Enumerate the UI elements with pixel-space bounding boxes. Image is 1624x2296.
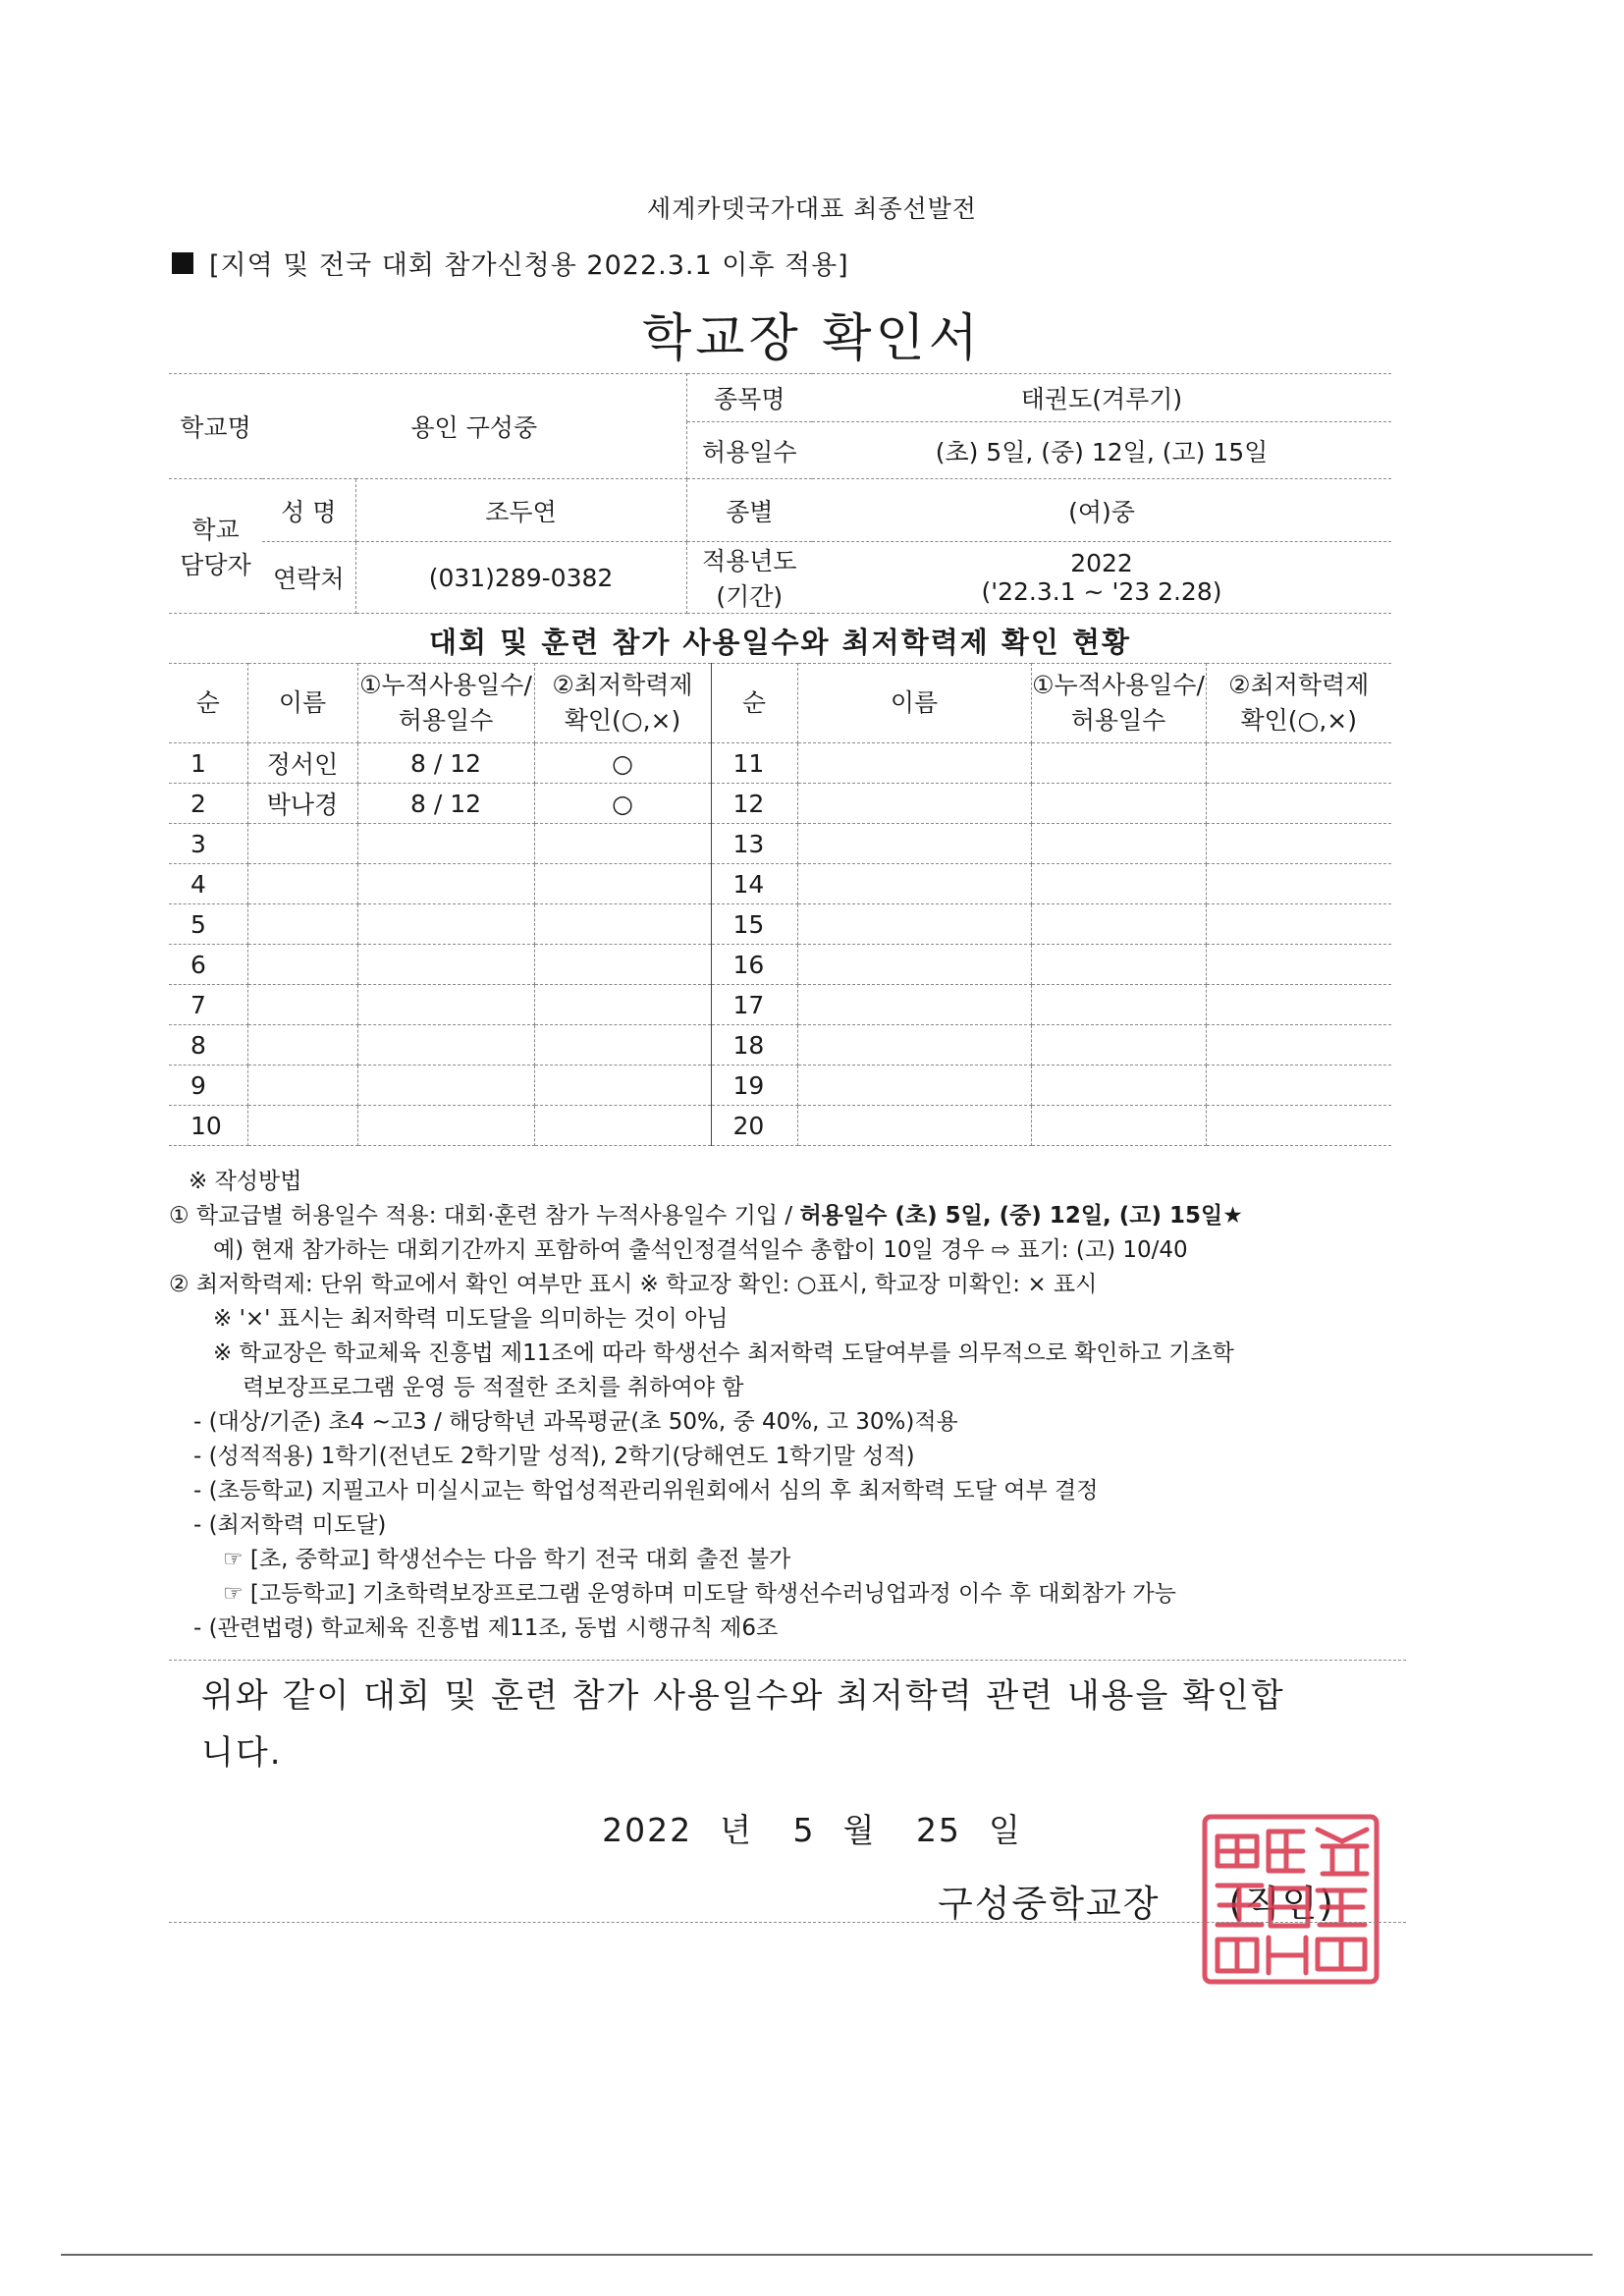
header-days-left: ①누적사용일수/ 허용일수 — [357, 664, 534, 743]
row-number: 13 — [711, 824, 797, 864]
row-days — [1031, 1025, 1206, 1066]
row-check — [534, 1106, 711, 1146]
table-row — [169, 945, 1391, 985]
table-title: 대회 및 훈련 참가 사용일수와 최저학력제 확인 현황 — [429, 626, 1131, 659]
row-days: 8 / 12 — [357, 743, 534, 784]
method-line: - (최저학력 미도달) — [193, 1512, 387, 1538]
header-name-left: 이름 — [247, 664, 357, 743]
date-month: 5 — [792, 1811, 816, 1849]
participation-rows — [169, 743, 1391, 1146]
contact-label: 연락처 — [262, 542, 355, 614]
notice-text: [지역 및 전국 대회 참가신청용 2022.3.1 이후 적용] — [209, 250, 849, 281]
row-check — [1206, 1025, 1391, 1066]
official-seal-stamp — [1200, 1812, 1381, 1987]
row-check — [1206, 945, 1391, 985]
method-line: ※ 학교장은 학교체육 진흥법 제11조에 따라 학생선수 최저학력 도달여부를 의무적으로 확인하고 기초학 — [213, 1340, 1234, 1366]
row-number: 2 — [169, 784, 247, 824]
row-days — [1031, 985, 1206, 1025]
row-days — [1031, 945, 1206, 985]
row-days — [357, 904, 534, 945]
row-days — [1031, 824, 1206, 864]
row-name — [797, 945, 1031, 985]
row-name — [247, 864, 357, 904]
year-value-cell — [812, 542, 1391, 614]
row-number: 4 — [169, 864, 247, 904]
info-table — [169, 373, 1391, 614]
row-check — [534, 945, 711, 985]
method-line: 예) 현재 참가하는 대회기간까지 포함하여 출석인정결석일수 총합이 10일 경우 ⇨ 표기: (고) 10/40 — [213, 1237, 1188, 1263]
row-days — [1031, 904, 1206, 945]
row-days — [1031, 864, 1206, 904]
year-value: 2022 — [1070, 549, 1133, 577]
row-check: ○ — [534, 784, 711, 824]
event-value: 태권도(겨루기) — [812, 374, 1391, 422]
row-days — [357, 1106, 534, 1146]
header-name-right: 이름 — [797, 664, 1031, 743]
row-name — [797, 1106, 1031, 1146]
row-name — [247, 824, 357, 864]
header-check-right: ②최저학력제 확인(○,×) — [1206, 664, 1391, 743]
date-year: 2022 — [602, 1811, 693, 1849]
row-name — [247, 985, 357, 1025]
method-line: - (초등학교) 지필고사 미실시교는 학업성적관리위원회에서 심의 후 최저학력 도달 여부 결정 — [193, 1478, 1099, 1503]
period-value: ('22.3.1 ~ '23 2.28) — [981, 577, 1222, 606]
method-line: ※ '×' 표시는 최저학력 미도달을 의미하는 것이 아님 — [213, 1306, 729, 1332]
table-row — [169, 1066, 1391, 1106]
type-value: (여)중 — [812, 479, 1391, 542]
square-bullet-icon — [172, 252, 193, 274]
header-order-right: 순 — [711, 664, 797, 743]
row-name — [247, 904, 357, 945]
row-name: 박나경 — [247, 784, 357, 824]
type-label: 종별 — [686, 479, 812, 542]
participation-table — [169, 663, 1391, 1146]
seal-label: (직인) — [1228, 1883, 1335, 1925]
row-number: 12 — [711, 784, 797, 824]
row-number: 19 — [711, 1066, 797, 1106]
row-name — [797, 784, 1031, 824]
row-days — [357, 1066, 534, 1106]
row-name — [247, 1066, 357, 1106]
row-name — [247, 1106, 357, 1146]
row-check — [1206, 985, 1391, 1025]
row-number: 15 — [711, 904, 797, 945]
closing-line2: 니다. — [201, 1733, 283, 1773]
row-days — [357, 985, 534, 1025]
table-row — [169, 1106, 1391, 1146]
year-label — [686, 542, 812, 614]
row-number: 3 — [169, 824, 247, 864]
row-days: 8 / 12 — [357, 784, 534, 824]
row-days — [1031, 784, 1206, 824]
row-check — [1206, 904, 1391, 945]
signature-divider — [169, 1922, 1406, 1923]
date-year-unit: 년 — [720, 1811, 754, 1849]
row-days — [357, 824, 534, 864]
school-name-value: 용인 구성중 — [262, 374, 686, 479]
row-number: 11 — [711, 743, 797, 784]
row-days — [357, 945, 534, 985]
row-name: 정서인 — [247, 743, 357, 784]
row-check — [1206, 824, 1391, 864]
table-row — [169, 824, 1391, 864]
manager-label-line1: 학교 — [191, 516, 240, 544]
row-check — [534, 824, 711, 864]
allowed-days-label: 허용일수 — [686, 422, 812, 479]
school-name-label: 학교명 — [169, 374, 262, 479]
row-number: 17 — [711, 985, 797, 1025]
row-check — [534, 1025, 711, 1066]
footer-line — [61, 2254, 1593, 2256]
divider — [169, 1660, 1406, 1661]
contact-value: (031)289-0382 — [355, 542, 686, 614]
name-label: 성 명 — [262, 479, 355, 542]
top-heading: 세계카뎃국가대표 최종선발전 — [647, 194, 977, 223]
row-number: 16 — [711, 945, 797, 985]
closing-statement — [201, 1667, 1285, 1781]
row-check: ○ — [534, 743, 711, 784]
row-number: 14 — [711, 864, 797, 904]
manager-label-line2: 담당자 — [180, 551, 251, 579]
notice-line — [172, 244, 849, 282]
method-line: 력보장프로그램 운영 등 적절한 조치를 취하여야 함 — [243, 1375, 744, 1400]
event-label: 종목명 — [686, 374, 812, 422]
row-check — [534, 864, 711, 904]
date-day: 25 — [915, 1811, 961, 1849]
row-check — [534, 1066, 711, 1106]
row-name — [247, 945, 357, 985]
allowed-days-value: (초) 5일, (중) 12일, (고) 15일 — [812, 422, 1391, 479]
row-days — [1031, 1066, 1206, 1106]
row-number: 6 — [169, 945, 247, 985]
row-days — [1031, 1106, 1206, 1146]
method-line: - (관련법령) 학교체육 진흥법 제11조, 동법 시행규칙 제6조 — [193, 1615, 779, 1641]
header-check-left: ②최저학력제 확인(○,×) — [534, 664, 711, 743]
row-name — [247, 1025, 357, 1066]
date-day-unit: 일 — [988, 1811, 1022, 1849]
row-name — [797, 743, 1031, 784]
row-name — [797, 904, 1031, 945]
row-days — [1031, 743, 1206, 784]
row-number: 8 — [169, 1025, 247, 1066]
row-number: 1 — [169, 743, 247, 784]
table-row — [169, 864, 1391, 904]
table-row — [169, 743, 1391, 784]
table-row — [169, 985, 1391, 1025]
header-days-right: ①누적사용일수/ 허용일수 — [1031, 664, 1206, 743]
row-check — [1206, 743, 1391, 784]
row-number: 10 — [169, 1106, 247, 1146]
row-check — [534, 985, 711, 1025]
row-check — [1206, 864, 1391, 904]
method-heading: ※ 작성방법 — [189, 1169, 302, 1194]
instructions — [169, 1165, 1406, 1646]
table-row — [169, 904, 1391, 945]
table-row — [169, 784, 1391, 824]
row-name — [797, 824, 1031, 864]
method-line: ☞ [고등학교] 기초학력보장프로그램 운영하며 미도달 학생선수러닝업과정 이수 후 대회참가 가능 — [223, 1581, 1176, 1607]
method-line: ① 학교급별 허용일수 적용: 대회·훈련 참가 누적사용일수 기입 / 허용일수 (초) 5일, (중) 12일, (고) 15일★ — [169, 1203, 1243, 1229]
name-value: 조두연 — [355, 479, 686, 542]
date-month-unit: 월 — [842, 1811, 877, 1849]
row-days — [357, 1025, 534, 1066]
row-name — [797, 1025, 1031, 1066]
closing-line1: 위와 같이 대회 및 훈련 참가 사용일수와 최저학력 관련 내용을 확인합 — [201, 1676, 1285, 1716]
row-number: 7 — [169, 985, 247, 1025]
document-title: 학교장 확인서 — [642, 309, 982, 368]
year-label-line2: (기간) — [716, 582, 784, 611]
table-row — [169, 1025, 1391, 1066]
row-days — [357, 864, 534, 904]
row-name — [797, 1066, 1031, 1106]
year-label-line1: 적용년도 — [701, 547, 797, 575]
row-check — [1206, 1106, 1391, 1146]
method-line: ☞ [초, 중학교] 학생선수는 다음 학기 전국 대회 출전 불가 — [223, 1547, 791, 1572]
method-line: - (대상/기준) 초4 ~고3 / 해당학년 과목평균(초 50%, 중 40%, 고 30%)적용 — [193, 1409, 958, 1435]
row-check — [1206, 784, 1391, 824]
method-line: ② 최저학력제: 단위 학교에서 확인 여부만 표시 ※ 학교장 확인: ○표시, 학교장 미확인: × 표시 — [169, 1272, 1098, 1297]
manager-label — [169, 479, 262, 614]
header-order-left: 순 — [169, 664, 247, 743]
method-line: - (성적적용) 1학기(전년도 2학기말 성적), 2학기(당해연도 1학기말 성적) — [193, 1444, 915, 1469]
row-number: 20 — [711, 1106, 797, 1146]
row-number: 18 — [711, 1025, 797, 1066]
row-check — [534, 904, 711, 945]
row-name — [797, 864, 1031, 904]
row-number: 9 — [169, 1066, 247, 1106]
row-number: 5 — [169, 904, 247, 945]
signer-name: 구성중학교장 — [938, 1883, 1161, 1925]
row-name — [797, 985, 1031, 1025]
row-check — [1206, 1066, 1391, 1106]
